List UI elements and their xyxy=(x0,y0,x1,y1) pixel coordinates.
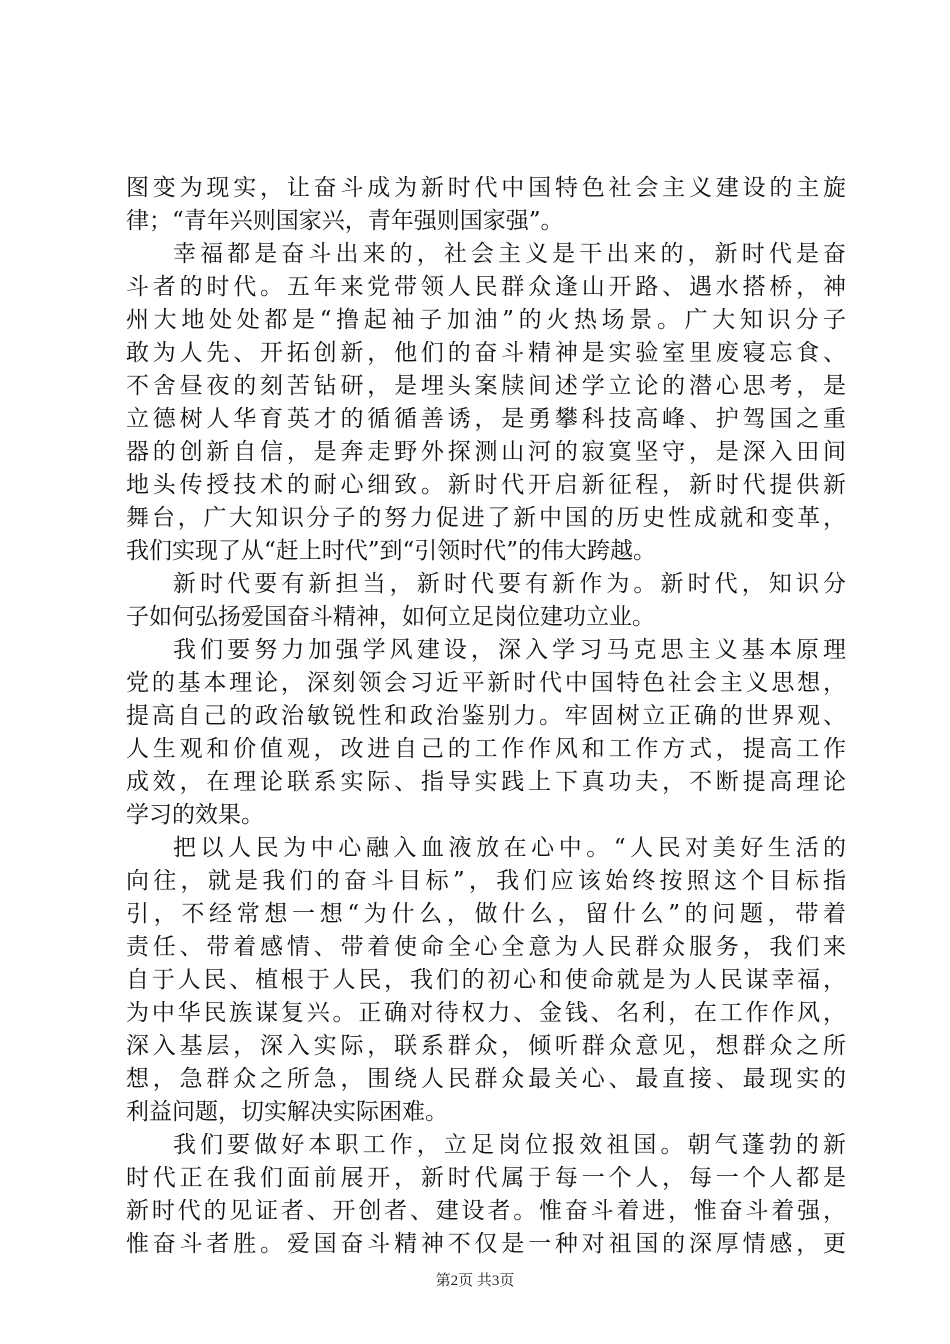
text-line: 器的创新自信，是奔走野外探测山河的寂寞坚守，是深入田间 xyxy=(126,439,846,465)
text-line: 舞台，广大知识分子的努力促进了新中国的历史性成就和变革， xyxy=(126,505,846,531)
text-line: 我们要做好本职工作，立足岗位报效祖国。朝气蓬勃的新 xyxy=(173,1132,846,1158)
text-line: 图变为现实，让奋斗成为新时代中国特色社会主义建设的主旋 xyxy=(126,175,846,201)
text-line: 地头传授技术的耐心细致。新时代开启新征程，新时代提供新 xyxy=(126,472,846,498)
text-line: 斗者的时代。五年来党带领人民群众逢山开路、遇水搭桥，神 xyxy=(126,274,846,300)
text-line: 深入基层，深入实际，联系群众，倾听群众意见，想群众之所 xyxy=(126,1033,846,1059)
text-line: 把以人民为中心融入血液放在心中。“人民对美好生活的 xyxy=(173,835,846,861)
text-line: 不舍昼夜的刻苦钻研，是埋头案牍间述学立论的潜心思考，是 xyxy=(126,373,846,399)
page-number-footer: 第2页 共3页 xyxy=(435,1273,515,1289)
text-line: 子如何弘扬爱国奋斗精神，如何立足岗位建功立业。 xyxy=(126,604,655,630)
text-line: 新时代要有新担当，新时代要有新作为。新时代，知识分 xyxy=(173,571,846,597)
text-line: 引，不经常想一想“为什么，做什么，留什么”的问题，带着 xyxy=(126,901,846,927)
text-line: 律；“青年兴则国家兴，青年强则国家强”。 xyxy=(126,208,564,234)
paragraph xyxy=(126,172,846,238)
text-line: 幸福都是奋斗出来的，社会主义是干出来的，新时代是奋 xyxy=(173,241,846,267)
text-line: 想，急群众之所急，围绕人民群众最关心、最直接、最现实的 xyxy=(126,1066,846,1092)
paragraph xyxy=(126,1129,846,1261)
document-body xyxy=(126,172,846,1261)
text-line: 学习的效果。 xyxy=(126,802,264,828)
text-line: 敢为人先、开拓创新，他们的奋斗精神是实验室里废寝忘食、 xyxy=(126,340,846,366)
text-line: 党的基本理论，深刻领会习近平新时代中国特色社会主义思想， xyxy=(126,670,846,696)
paragraph xyxy=(126,238,846,568)
text-line: 惟奋斗者胜。爱国奋斗精神不仅是一种对祖国的深厚情感，更 xyxy=(126,1231,846,1257)
text-line: 提高自己的政治敏锐性和政治鉴别力。牢固树立正确的世界观、 xyxy=(126,703,846,729)
paragraph xyxy=(126,832,846,1129)
text-line: 自于人民、植根于人民，我们的初心和使命就是为人民谋幸福， xyxy=(126,967,846,993)
text-line: 向往，就是我们的奋斗目标”，我们应该始终按照这个目标指 xyxy=(126,868,846,894)
text-line: 立德树人华育英才的循循善诱，是勇攀科技高峰、护驾国之重 xyxy=(126,406,846,432)
text-line: 责任、带着感情、带着使命全心全意为人民群众服务，我们来 xyxy=(126,934,846,960)
text-line: 利益问题，切实解决实际困难。 xyxy=(126,1099,448,1125)
text-line: 人生观和价值观，改进自己的工作作风和工作方式，提高工作 xyxy=(126,736,846,762)
text-line: 州大地处处都是“撸起袖子加油”的火热场景。广大知识分子 xyxy=(126,307,846,333)
text-line: 我们实现了从“赶上时代”到“引领时代”的伟大跨越。 xyxy=(126,538,657,564)
text-line: 我们要努力加强学风建设，深入学习马克思主义基本原理 xyxy=(173,637,846,663)
paragraph xyxy=(126,634,846,832)
text-line: 为中华民族谋复兴。正确对待权力、金钱、名利，在工作作风， xyxy=(126,1000,846,1026)
text-line: 成效，在理论联系实际、指导实践上下真功夫，不断提高理论 xyxy=(126,769,846,795)
text-line: 时代正在我们面前展开，新时代属于每一个人，每一个人都是 xyxy=(126,1165,846,1191)
paragraph xyxy=(126,568,846,634)
text-line: 新时代的见证者、开创者、建设者。惟奋斗着进，惟奋斗着强， xyxy=(126,1198,846,1224)
